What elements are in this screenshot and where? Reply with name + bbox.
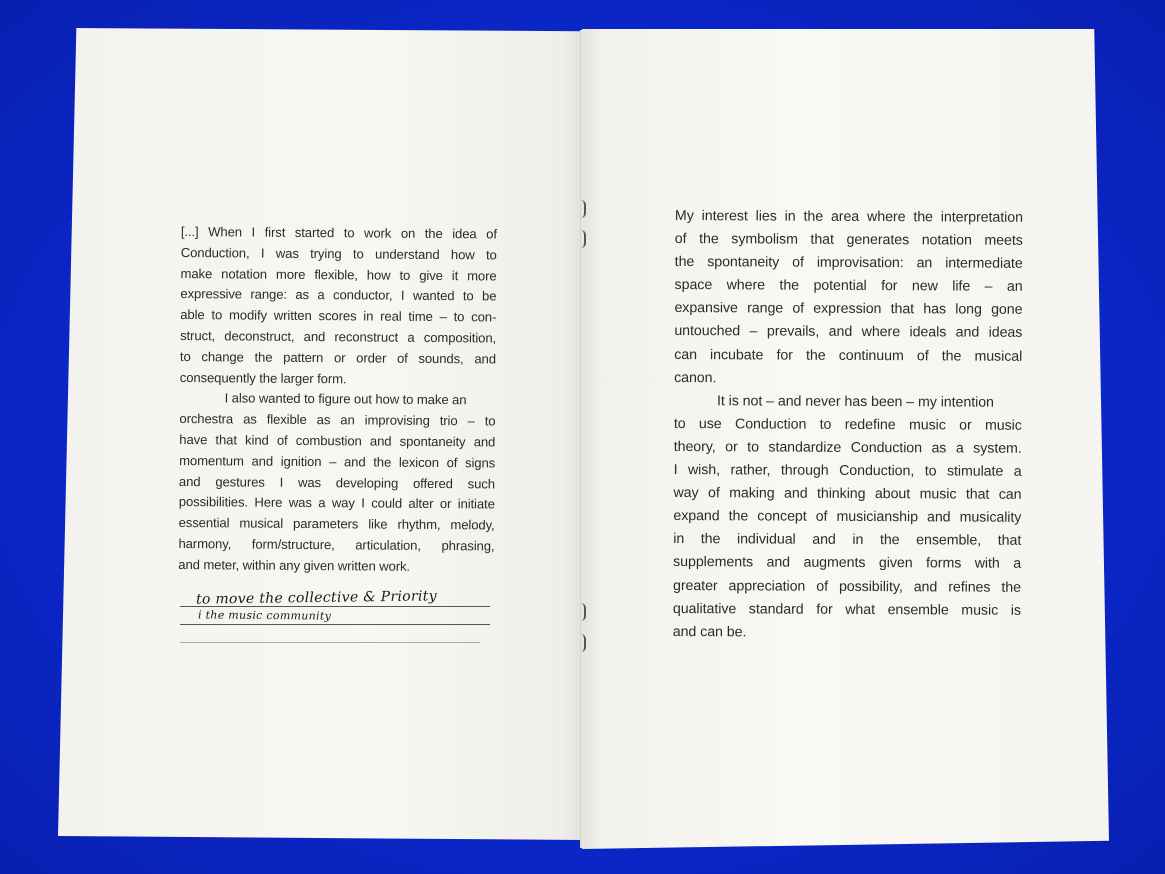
- text-line: supplements and augments given forms with a: [673, 554, 1022, 573]
- booklet-spine: [580, 30, 583, 848]
- left-page-text: [178, 222, 497, 578]
- text-line: orchestra as flexible as an improvising trio – to: [179, 411, 496, 429]
- text-line: consequently the larger form.: [179, 369, 347, 386]
- text-line: expansive range of expression that has long gone: [674, 300, 1023, 319]
- text-line: space where the potential for new life – an: [674, 277, 1023, 296]
- staple: [581, 634, 586, 652]
- text-line: have that kind of combustion and spontaneity and: [179, 431, 496, 450]
- text-line: and can be.: [672, 623, 747, 641]
- text-line: make notation more flexible, how to give it more: [180, 265, 497, 284]
- handwritten-text: to move the collective & Priority: [195, 588, 437, 608]
- text-line: [...] When I first started to work on the idea of: [180, 223, 497, 242]
- writing-line: [180, 642, 480, 643]
- text-line: I also wanted to figure out how to make an: [224, 390, 467, 408]
- text-line: greater appreciation of possibility, and refines the: [672, 577, 1022, 596]
- text-line: expressive range: as a conductor, I wanted to be: [180, 286, 497, 304]
- text-line: theory, or to standardize Conduction as a system.: [673, 438, 1022, 457]
- text-line: struct, deconstruct, and reconstruct a composition,: [180, 327, 497, 346]
- text-line: to change the pattern or order of sounds, and: [179, 348, 496, 367]
- text-line: untouched – prevails, and where ideals and ideas: [674, 323, 1023, 342]
- text-line: and meter, within any given written work.: [178, 556, 411, 574]
- handwritten-text: i the music community: [197, 608, 332, 623]
- writing-line: [180, 624, 490, 625]
- handwritten-note: [180, 590, 492, 650]
- text-line: It is not – and never has been – my intention: [716, 392, 994, 411]
- staple: [581, 230, 586, 248]
- staple: [581, 603, 586, 621]
- text-line: the spontaneity of improvisation: an intermediate: [674, 254, 1023, 273]
- text-line: My interest lies in the area where the interpretation: [674, 207, 1023, 226]
- text-line: and gestures I was developing offered such: [178, 473, 496, 492]
- text-line: of the symbolism that generates notation meets: [674, 231, 1023, 249]
- text-line: I wish, rather, through Conduction, to stimulate a: [673, 462, 1022, 480]
- text-line: canon.: [674, 369, 717, 386]
- text-line: qualitative standard for what ensemble music is: [672, 600, 1021, 619]
- text-line: able to modify written scores in real time – to con-: [180, 307, 497, 325]
- text-line: essential musical parameters like rhythm, melody,: [178, 515, 495, 533]
- text-line: way of making and thinking about music that can: [673, 485, 1022, 503]
- text-line: harmony, form/structure, articulation, phrasing,: [178, 535, 495, 554]
- text-line: possibilities. Here was a way I could alter or initiate: [178, 494, 495, 512]
- text-line: in the individual and in the ensemble, that: [673, 531, 1022, 550]
- text-line: can incubate for the continuum of the musical: [674, 346, 1023, 365]
- text-line: expand the concept of musicianship and musicality: [673, 508, 1022, 527]
- text-line: to use Conduction to redefine music or music: [673, 415, 1022, 434]
- text-line: Conduction, I was trying to understand how to: [180, 244, 497, 263]
- right-page-text: [673, 205, 1023, 646]
- staple: [581, 200, 586, 218]
- text-line: momentum and ignition – and the lexicon of signs: [179, 452, 496, 471]
